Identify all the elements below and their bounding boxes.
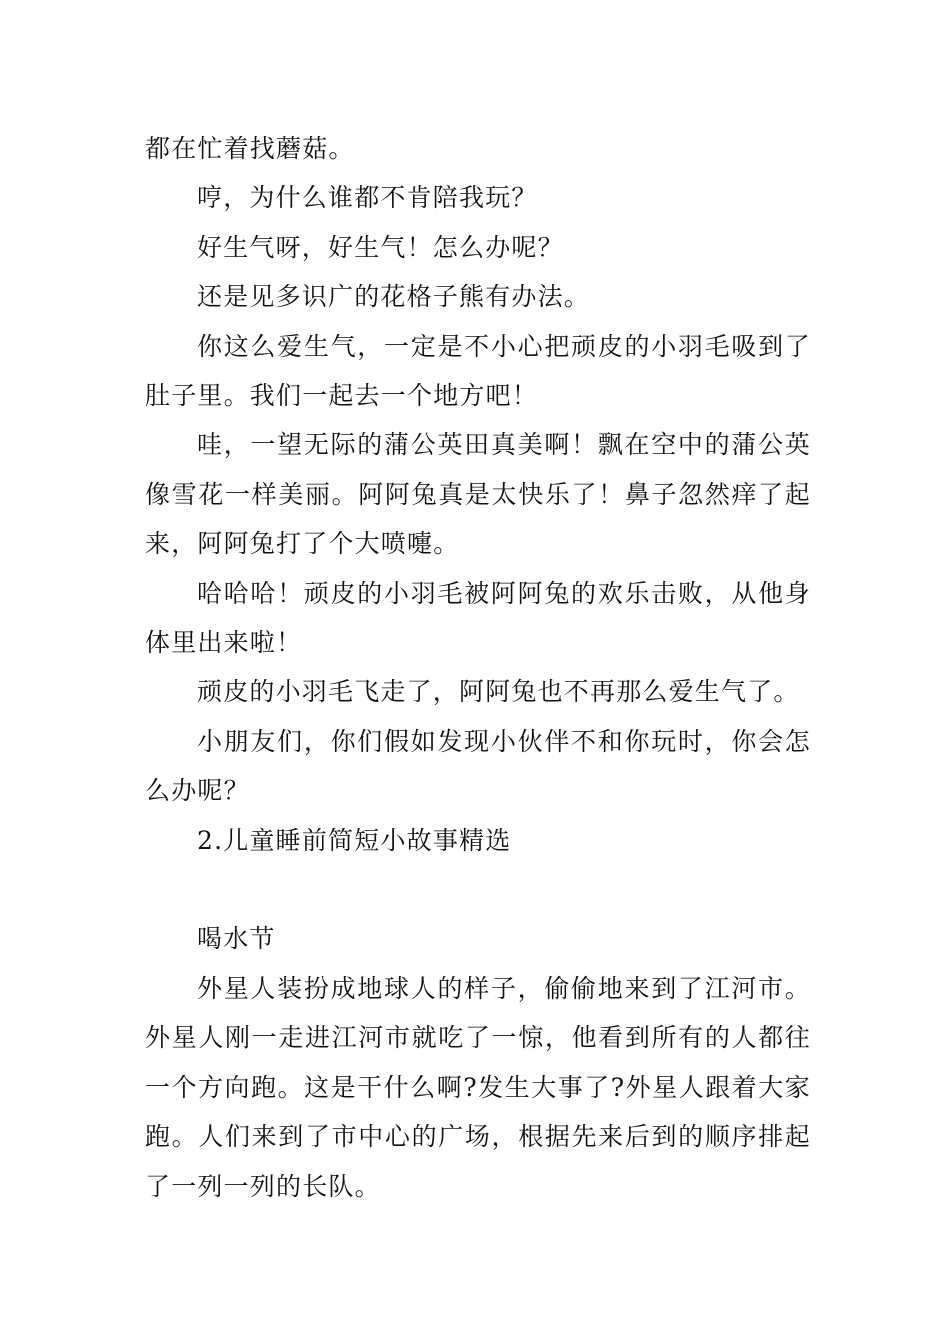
story-title: 喝水节 xyxy=(197,924,276,954)
blank-line xyxy=(145,865,811,914)
section-title: 2.儿童睡前简短小故事精选 xyxy=(197,825,512,855)
paragraph: 都在忙着找蘑菇。 xyxy=(145,134,355,163)
paragraph: 还是见多识广的花格子熊有办法。 xyxy=(197,282,591,312)
paragraph: 哼，为什么谁都不肯陪我玩？ xyxy=(197,183,538,213)
paragraph: 你这么爱生气，一定是不小心把顽皮的小羽毛吸到了肚子里。我们一起去一个地方吧！ xyxy=(145,331,811,411)
paragraph: 哈哈哈！顽皮的小羽毛被阿阿兔的欢乐击败，从他身体里出来啦！ xyxy=(145,578,811,658)
story-paragraph: 外星人装扮成地球人的样子，偷偷地来到了江河市。外星人刚一走进江河市就吃了一惊，他看到所有的人都往一个方向跑。这是干什么啊?发生大事了?外星人跟着大家跑。人们来到了市中心的广场，根据先来后到的顺序排起了一列一列的长队。 xyxy=(145,973,811,1201)
paragraph: 好生气呀，好生气！怎么办呢？ xyxy=(197,232,564,262)
paragraph: 小朋友们，你们假如发现小伙伴不和你玩时，你会怎么办呢？ xyxy=(145,726,811,806)
paragraph: 哇，一望无际的蒲公英田真美啊！飘在空中的蒲公英像雪花一样美丽。阿阿兔真是太快乐了！鼻子忽然痒了起来，阿阿兔打了个大喷嚏。 xyxy=(145,430,811,559)
document-body xyxy=(145,124,811,1211)
paragraph: 顽皮的小羽毛飞走了，阿阿兔也不再那么爱生气了。 xyxy=(197,677,800,707)
